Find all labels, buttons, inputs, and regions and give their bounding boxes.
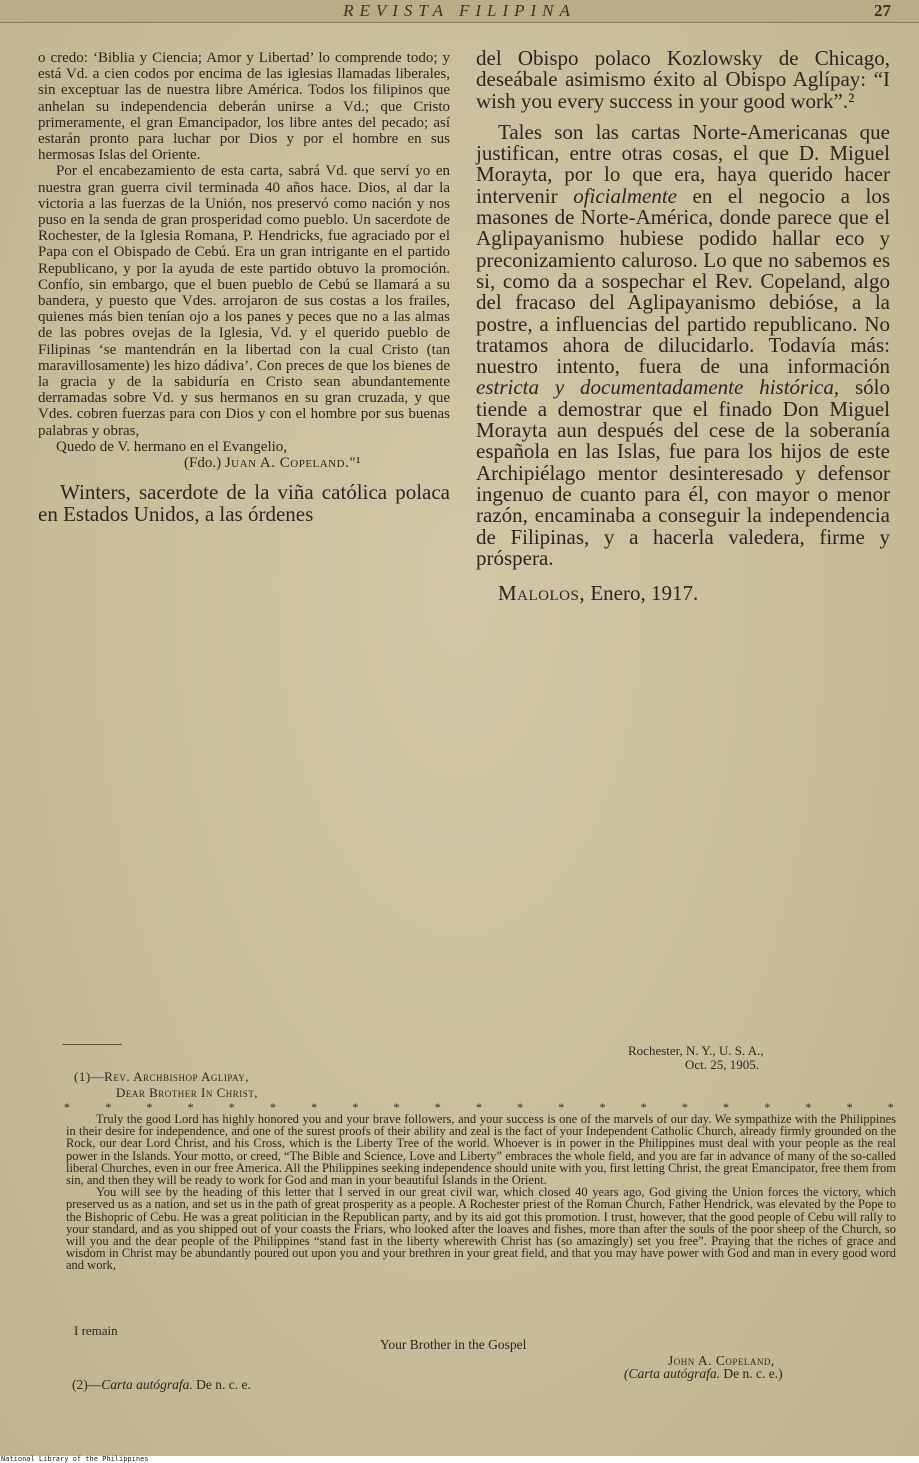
footnote-2-prefix: (2)— [72,1377,102,1392]
paragraph [476,119,891,570]
right-column [476,48,890,604]
closing-brother: Your Brother in the Gospel [380,1337,527,1352]
text-run: sólo tiende a demostrar que el finado Don Miguel Morayta aun después del cese de la soberanía española en las Islas, fue para los hijos de este Archipiélago mentor desinteresado y defensor ingenuo de cuanto para él, con mayor o menor razón, encaminaba a conseguir la independencia de Filipinas, y a hacerla valedera, firme y próspera. [476,375,890,570]
star-glyph: * [311,1100,318,1114]
source-rest: De n. c. e.) [720,1366,783,1381]
footnote-paragraph: You will see by the heading of this letter that I served in our great civil war, which closed 40 years ago, God giving the Union forces the victory, which preserved us as a nation, and set us in the path of great prosperity as a people. A Rochester priest of the Roman Church, Father Hendrick, was elevated by the Pope to the Bishopric of Cebu. He was a great politician in the Republican party, and by its aid got this promotion. I trust, however, that the good people of Cebu will rally to your standard, and as you shipped out of your coasts the Friars, who looked after the loaves and fishes, more than after the souls of the poor sheep of the Church, so will you and the dear people of the Philippines “stand fast in the liberty wherewith Christ has (so amazingly) set you free”. Praying that the riches of grace and wisdom in Christ may be abundantly poured out upon you and your brethren in your great field, and that you may have power with God and man in every good word and work, [66,1185,896,1273]
paragraph: o credo: ‘Biblia y Ciencia; Amor y Libertad’ lo comprende todo; y está Vd. a cien codos por encima de las iglesias llamadas liberales, sin exceptuar las de nuestra libre América. Todos los filipinos que anhelan su independencia deberán unirse a Vd.; que Cristo primeramente, el gran Emancipador, los libre antes del pecado; así estarán pronto para luchar por Dios y por el hombre en sus hermosas Islas del Oriente. [38,50,450,164]
signed-prefix: (Fdo.) [184,455,222,472]
journal-title: REVISTA FILIPINA [343,1,576,20]
footnote-1-heading: (1)—Rev. Archbishop Aglipay, [74,1069,250,1084]
star-glyph: * [805,1100,812,1114]
star-glyph: * [887,1100,894,1114]
star-glyph: * [228,1100,235,1114]
star-glyph: * [146,1100,153,1114]
left-column [38,50,450,525]
running-header [0,0,919,23]
footnote-paragraph: Truly the good Lord has highly honored you and your brave followers, and your success is one of the marvels of our day. We sympathize with the Philippines in their desire for independence, and one of the surest proofs of their ability and zeal is the fact of your Independent Catholic Church, already firmly grounded on the Rock, our dear Lord Christ, and his Cross, which is the Liberty Tree of the world. Whoever is in power in the Philippines must deal with your people as the real power in the Islands. Your motto, or creed, “The Bible and Science, Love and Liberty” embraces the whole field, and you are far in advance of many of the so-called liberal Churches, even in our free America. All the Philippines seeking independence should unite with you, first letting Christ, the great Emancipator, free them from sin, and then they will be ready to work for God and man in your beautiful Islands in the Orient. [66,1112,896,1188]
star-glyph: * [269,1100,276,1114]
star-glyph: * [599,1100,606,1114]
place-date-line [476,583,890,604]
footnote-2-rest: De n. c. e. [192,1377,251,1392]
star-glyph: * [640,1100,647,1114]
star-glyph: * [105,1100,112,1114]
source-italic: (Carta autógrafa. [624,1366,721,1381]
star-glyph: * [393,1100,400,1114]
signed-name: Juan A. Copeland."¹ [224,455,361,472]
paragraph: Winters, sacerdote de la viña católica polaca en Estados Unidos, a las órdenes [38,480,450,527]
place-line: Rochester, N. Y., U. S. A., [628,1043,764,1058]
star-glyph: * [187,1100,194,1114]
footnote-2 [72,1377,251,1393]
text-run: Tales son las cartas Norte-Americanas que justifican, entre otras cosas, el que D. Miguel Morayta, por lo que era, haya querido hacer intervenir [476,119,890,208]
date: Enero, 1917. [590,581,699,606]
footnote-1-salutation: Dear Brother In Christ, [116,1085,259,1100]
star-glyph: * [352,1100,359,1114]
letter-dateline [628,1044,764,1072]
closing-remain: I remain [74,1323,118,1338]
paragraph: Por el encabezamiento de esta carta, sabrá Vd. que serví yo en nuestra gran guerra civil terminada 40 años hace. Dios, al dar la victoria a las fuerzas de la Unión, nos preservó como nación y nos puso en la senda de gran prosperidad como pueblo. Un sacerdote de Rochester, de la Iglesia Romana, P. Hendricks, fue agraciado por el Papa con el Obispado de Cebú. Era un gran intrigante en el partido Republicano, y por la ayuda de este partido obtuvo la promoción. Confío, sin embargo, que el buen pueblo de Cebú se llamará a su bandera, y puesto que Vdes. arrojaron de sus costas a los frailes, quienes más bien tenían ojo a los panes y peces que no a las almas de las pobres ovejas de la Iglesia, Vd. y el querido pueblo de Filipinas ‘se mantendrán en la libertad con la cual Cristo (tan maravillosamente) les hizo dádiva’. Con preces de que los bienes de la gracia y de la sabiduría en Cristo sean abundantemente derramadas sobre Vd. y sus hermanos en su gran cruzada, y que Vdes. cobren fuerzas para con Dios y con el hombre por sus buenas palabras y obras, [38,163,450,439]
emphasis: estricta y documentadamente histórica, [476,375,840,400]
star-glyph: * [434,1100,441,1114]
footnote-signer: John A. Copeland, [668,1353,775,1368]
footnote-1-body [66,1113,896,1272]
star-glyph: * [64,1100,70,1114]
paragraph: del Obispo polaco Kozlowsky de Chicago, deseábale asimismo éxito al Obispo Aglípay: “I wish you every success in your good work”.² [476,46,890,113]
star-glyph: * [475,1100,482,1114]
emphasis: oficialmente [573,183,677,208]
star-glyph: * [723,1100,729,1114]
footnote-1-source [624,1366,783,1382]
date-line: Oct. 25, 1905. [685,1057,760,1072]
star-glyph: * [764,1100,771,1114]
signed-line [38,455,450,471]
text-run: en el negocio a los masones de Norte-América, donde parece que el Aglipayanismo hubiese podido hallar eco y preconizamiento caluroso. Lo que no sabemos es si, como da a sospechar el Rev. Copeland, algo del fracaso del Aglipayanismo debióse, a la postre, a influencias del partido republicano. No tratamos ahora de dilucidarlo. Todavía más: nuestro intento, fuera de una información [476,183,891,379]
signature-block [38,439,450,471]
star-glyph: * [846,1100,853,1114]
place-name: Malolos, [498,581,586,606]
page-number: 27 [874,1,891,20]
library-credit: National Library of the Philippines [1,1455,149,1463]
closing-line: Quedo de V. hermano en el Evangelio, [56,438,288,455]
footnote-2-italic: Carta autógrafa. [101,1377,193,1392]
star-glyph: * [681,1100,688,1114]
star-glyph: * [558,1100,565,1114]
footnote-divider [62,1044,122,1045]
star-glyph: * [517,1100,524,1114]
